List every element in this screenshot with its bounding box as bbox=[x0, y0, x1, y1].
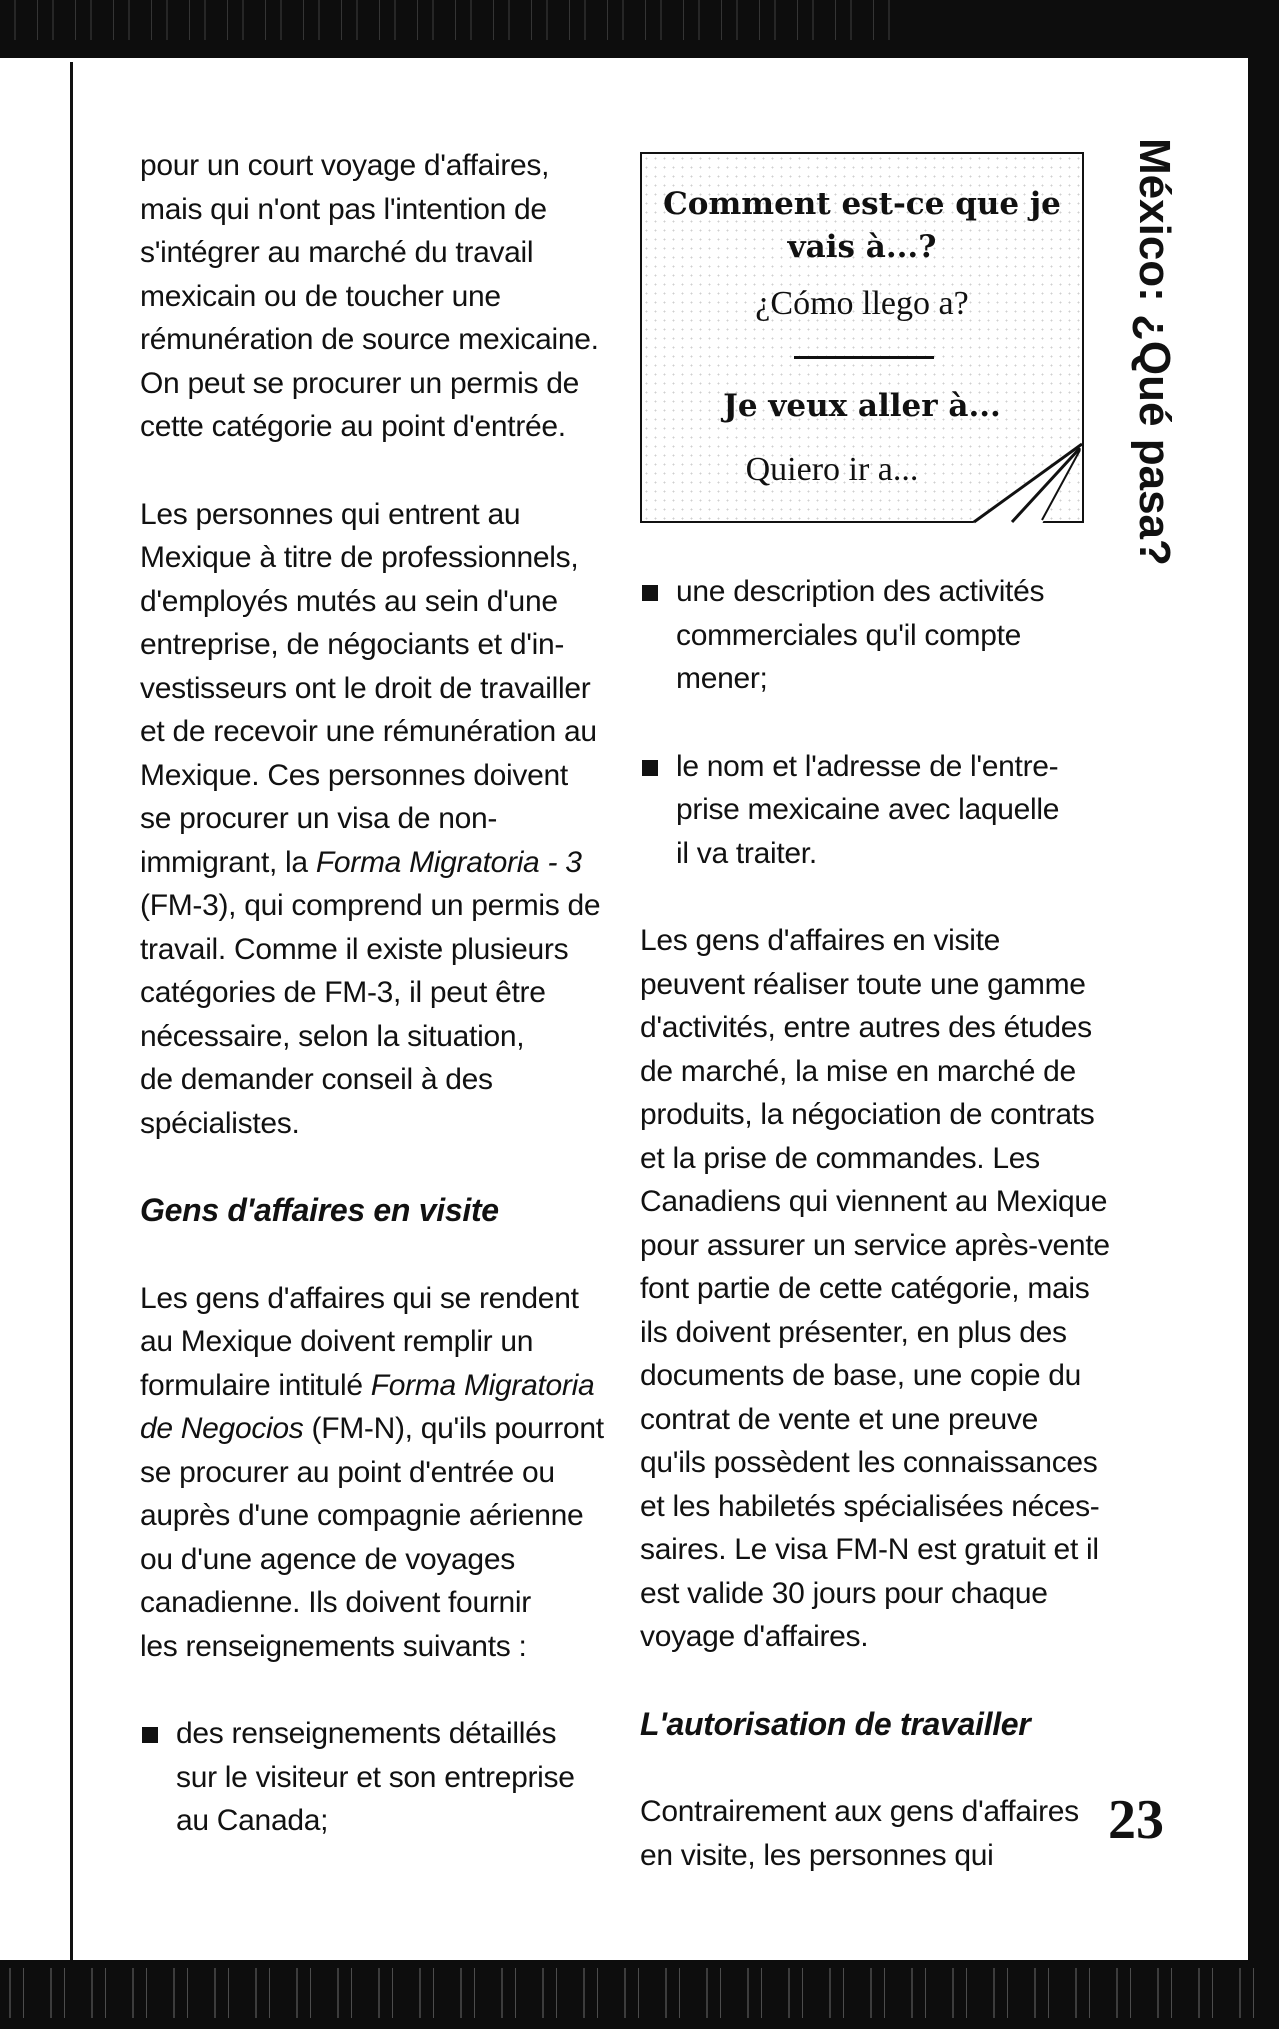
phrase-spanish-2: Quiero ir a... bbox=[745, 451, 919, 488]
list-item: une description des activités commerciales qu'il compte mener; bbox=[640, 570, 1110, 701]
bullet-square-icon bbox=[642, 760, 658, 776]
paragraph-1: pour un court voyage d'affaires, mais qui n'ont pas l'intention de s'intégrer au marché du travail mexicain ou de toucher une rémunération de source mexicaine. On peut se procurer un permis de cette catégorie au point d'entrée. bbox=[140, 149, 599, 443]
phrase-french-1-line-2: vais à...? bbox=[787, 229, 937, 265]
list-item: des renseignements détaillés sur le visiteur et son entreprise au Canada; bbox=[140, 1712, 610, 1843]
left-column bbox=[140, 144, 610, 1843]
page-number: 23 bbox=[1108, 1789, 1164, 1851]
page-edge-left bbox=[70, 62, 73, 1960]
phrase-divider bbox=[794, 356, 934, 359]
paragraph-5: Contrairement aux gens d'affaires en visite, les personnes qui bbox=[640, 1795, 1079, 1872]
paragraph-2: Les personnes qui entrent au Mexique à titre de professionnels, d'employés mutés au sein d'une entreprise, de négociants et d'in- vestisseurs ont le droit de travailler et de recevoir une rémunération au Mexique. Ces personnes doivent se procurer un visa de non- immigrant, la Forma Migratoria - 3 (FM-3), qui comprend un permis de travail. Comme il existe plusieurs catégories de FM-3, il peut être nécessaire, selon la situation, de demander conseil à des spécialistes. bbox=[140, 497, 601, 1140]
phrase-spanish-1: ¿Cómo llego a? bbox=[755, 285, 969, 322]
phrase-french-2: Je veux aller à... bbox=[723, 388, 1001, 424]
running-head bbox=[1126, 138, 1186, 618]
section-heading-gens-affaires: Gens d'affaires en visite bbox=[140, 1192, 499, 1228]
bullet-square-icon bbox=[642, 585, 658, 601]
scan-border-bottom bbox=[0, 1960, 1279, 2029]
scan-border-right bbox=[1248, 58, 1279, 1960]
right-column bbox=[640, 570, 1110, 1877]
paragraph-3: Les gens d'affaires qui se rendent au Mexique doivent remplir un formulaire intitulé Forma Migratoria de Negocios (FM-N), qu'ils pourront se procurer au point d'entrée ou auprès d'une compagnie aérienne ou d'une agence de voyages canadienne. Ils doivent fournir les renseignements suivants : bbox=[140, 1281, 604, 1663]
phrase-box bbox=[640, 152, 1084, 523]
running-head-text: México: ¿Qué pasa? bbox=[1130, 138, 1179, 566]
paragraph-4: Les gens d'affaires en visite peuvent réaliser toute une gamme d'activités, entre autres des études de marché, la mise en marché de produits, la négociation de contrats et la prise de commandes. Les Canadiens qui viennent au Mexique pour assurer un service après-vente font partie de cette catégorie, mais ils doivent présenter, en plus des documents de base, une copie du contrat de vente et une preuve qu'ils possèdent les connaissances et les habiletés spécialisées néces- saires. Le visa FM-N est gratuit et il est valide 30 jours pour chaque voyage d'affaires. bbox=[640, 924, 1110, 1653]
bullet-square-icon bbox=[142, 1727, 158, 1743]
scan-border-top bbox=[0, 0, 1279, 58]
list-item: le nom et l'adresse de l'entre- prise mexicaine avec laquelle il va traiter. bbox=[640, 745, 1110, 876]
page-curl-icon bbox=[972, 440, 1082, 524]
phrase-french-1-line-1: Comment est-ce que je bbox=[663, 186, 1061, 222]
section-heading-autorisation: L'autorisation de travailler bbox=[640, 1705, 1031, 1742]
